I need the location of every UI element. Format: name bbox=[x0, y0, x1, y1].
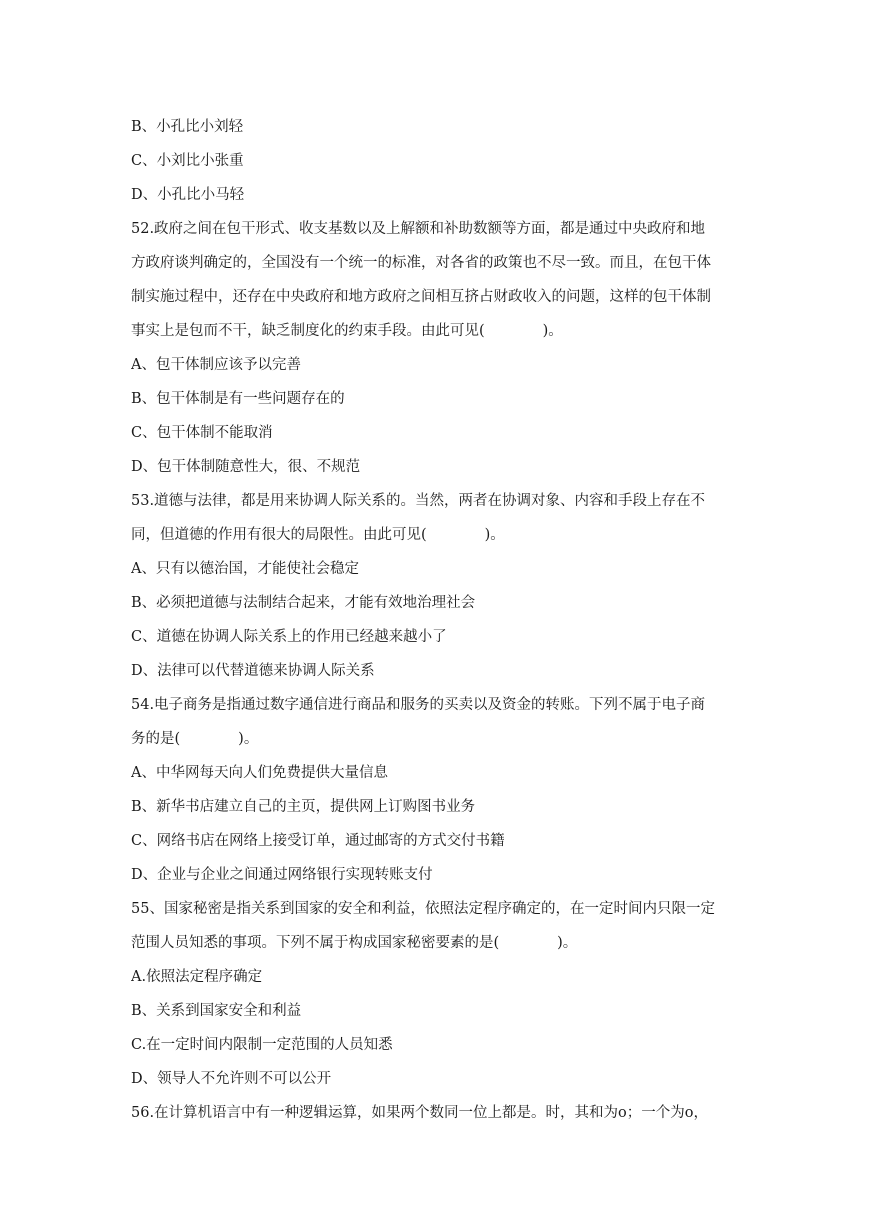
question-52-line-1: 52.政府之间在包干形式、收支基数以及上解额和补助数额等方面，都是通过中央政府和地 bbox=[131, 221, 706, 237]
question-53-option-c: C、道德在协调人际关系上的作用已经越来越小了 bbox=[131, 629, 447, 645]
question-52-line-3: 制实施过程中，还存在中央政府和地方政府之间相互挤占财政收入的问题，这样的包干体制 bbox=[131, 289, 711, 305]
question-55-line-1: 55、国家秘密是指关系到国家的安全和利益，依照法定程序确定的，在一定时间内只限一定 bbox=[131, 901, 715, 917]
question-52-option-d: D、包干体制随意性大，很、不规范 bbox=[131, 459, 361, 475]
option-d-line: D、小孔比小马轻 bbox=[131, 187, 245, 203]
question-55-option-d: D、领导人不允许则不可以公开 bbox=[131, 1071, 332, 1087]
option-c-line: C、小刘比小张重 bbox=[131, 153, 244, 169]
question-52-option-b: B、包干体制是有一些问题存在的 bbox=[131, 391, 345, 407]
question-52-line-4: 事实上是包而不干，缺乏制度化的约束手段。由此可见( )。 bbox=[131, 323, 563, 339]
question-56-line-1: 56.在计算机语言中有一种逻辑运算，如果两个数同一位上都是。时，其和为o；一个为o， bbox=[131, 1105, 709, 1121]
question-53-line-1: 53.道德与法律，都是用来协调人际关系的。当然，两者在协调对象、内容和手段上存在不 bbox=[131, 493, 706, 509]
question-53-option-d: D、法律可以代替道德来协调人际关系 bbox=[131, 663, 375, 679]
question-52-option-c: C、包干体制不能取消 bbox=[131, 425, 273, 441]
question-54-line-1: 54.电子商务是指通过数字通信进行商品和服务的买卖以及资金的转账。下列不属于电子商 bbox=[131, 697, 706, 713]
question-54-option-a: A、中华网每天向人们免费提供大量信息 bbox=[131, 765, 388, 781]
question-55-option-c: C.在一定时间内限制一定范围的人员知悉 bbox=[131, 1037, 393, 1053]
document-body bbox=[131, 110, 741, 1130]
question-54-option-d: D、企业与企业之间通过网络银行实现转账支付 bbox=[131, 867, 433, 883]
question-54-option-c: C、网络书店在网络上接受订单，通过邮寄的方式交付书籍 bbox=[131, 833, 505, 849]
question-55-option-b: B、关系到国家安全和利益 bbox=[131, 1003, 302, 1019]
question-54-line-2: 务的是( )。 bbox=[131, 731, 259, 747]
question-55-option-a: A.依照法定程序确定 bbox=[131, 969, 263, 985]
option-b-line: B、小孔比小刘轻 bbox=[131, 119, 244, 135]
question-53-option-b: B、必须把道德与法制结合起来，才能有效地治理社会 bbox=[131, 595, 476, 611]
question-53-option-a: A、只有以德治国，才能使社会稳定 bbox=[131, 561, 359, 577]
question-53-line-2: 同，但道德的作用有很大的局限性。由此可见( )。 bbox=[131, 527, 505, 543]
question-55-line-2: 范围人员知悉的事项。下列不属于构成国家秘密要素的是( )。 bbox=[131, 935, 578, 951]
question-52-option-a: A、包干体制应该予以完善 bbox=[131, 357, 301, 373]
question-54-option-b: B、新华书店建立自己的主页，提供网上订购图书业务 bbox=[131, 799, 476, 815]
question-52-line-2: 方政府谈判确定的，全国没有一个统一的标准，对各省的政策也不尽一致。而且，在包干体 bbox=[131, 255, 711, 271]
